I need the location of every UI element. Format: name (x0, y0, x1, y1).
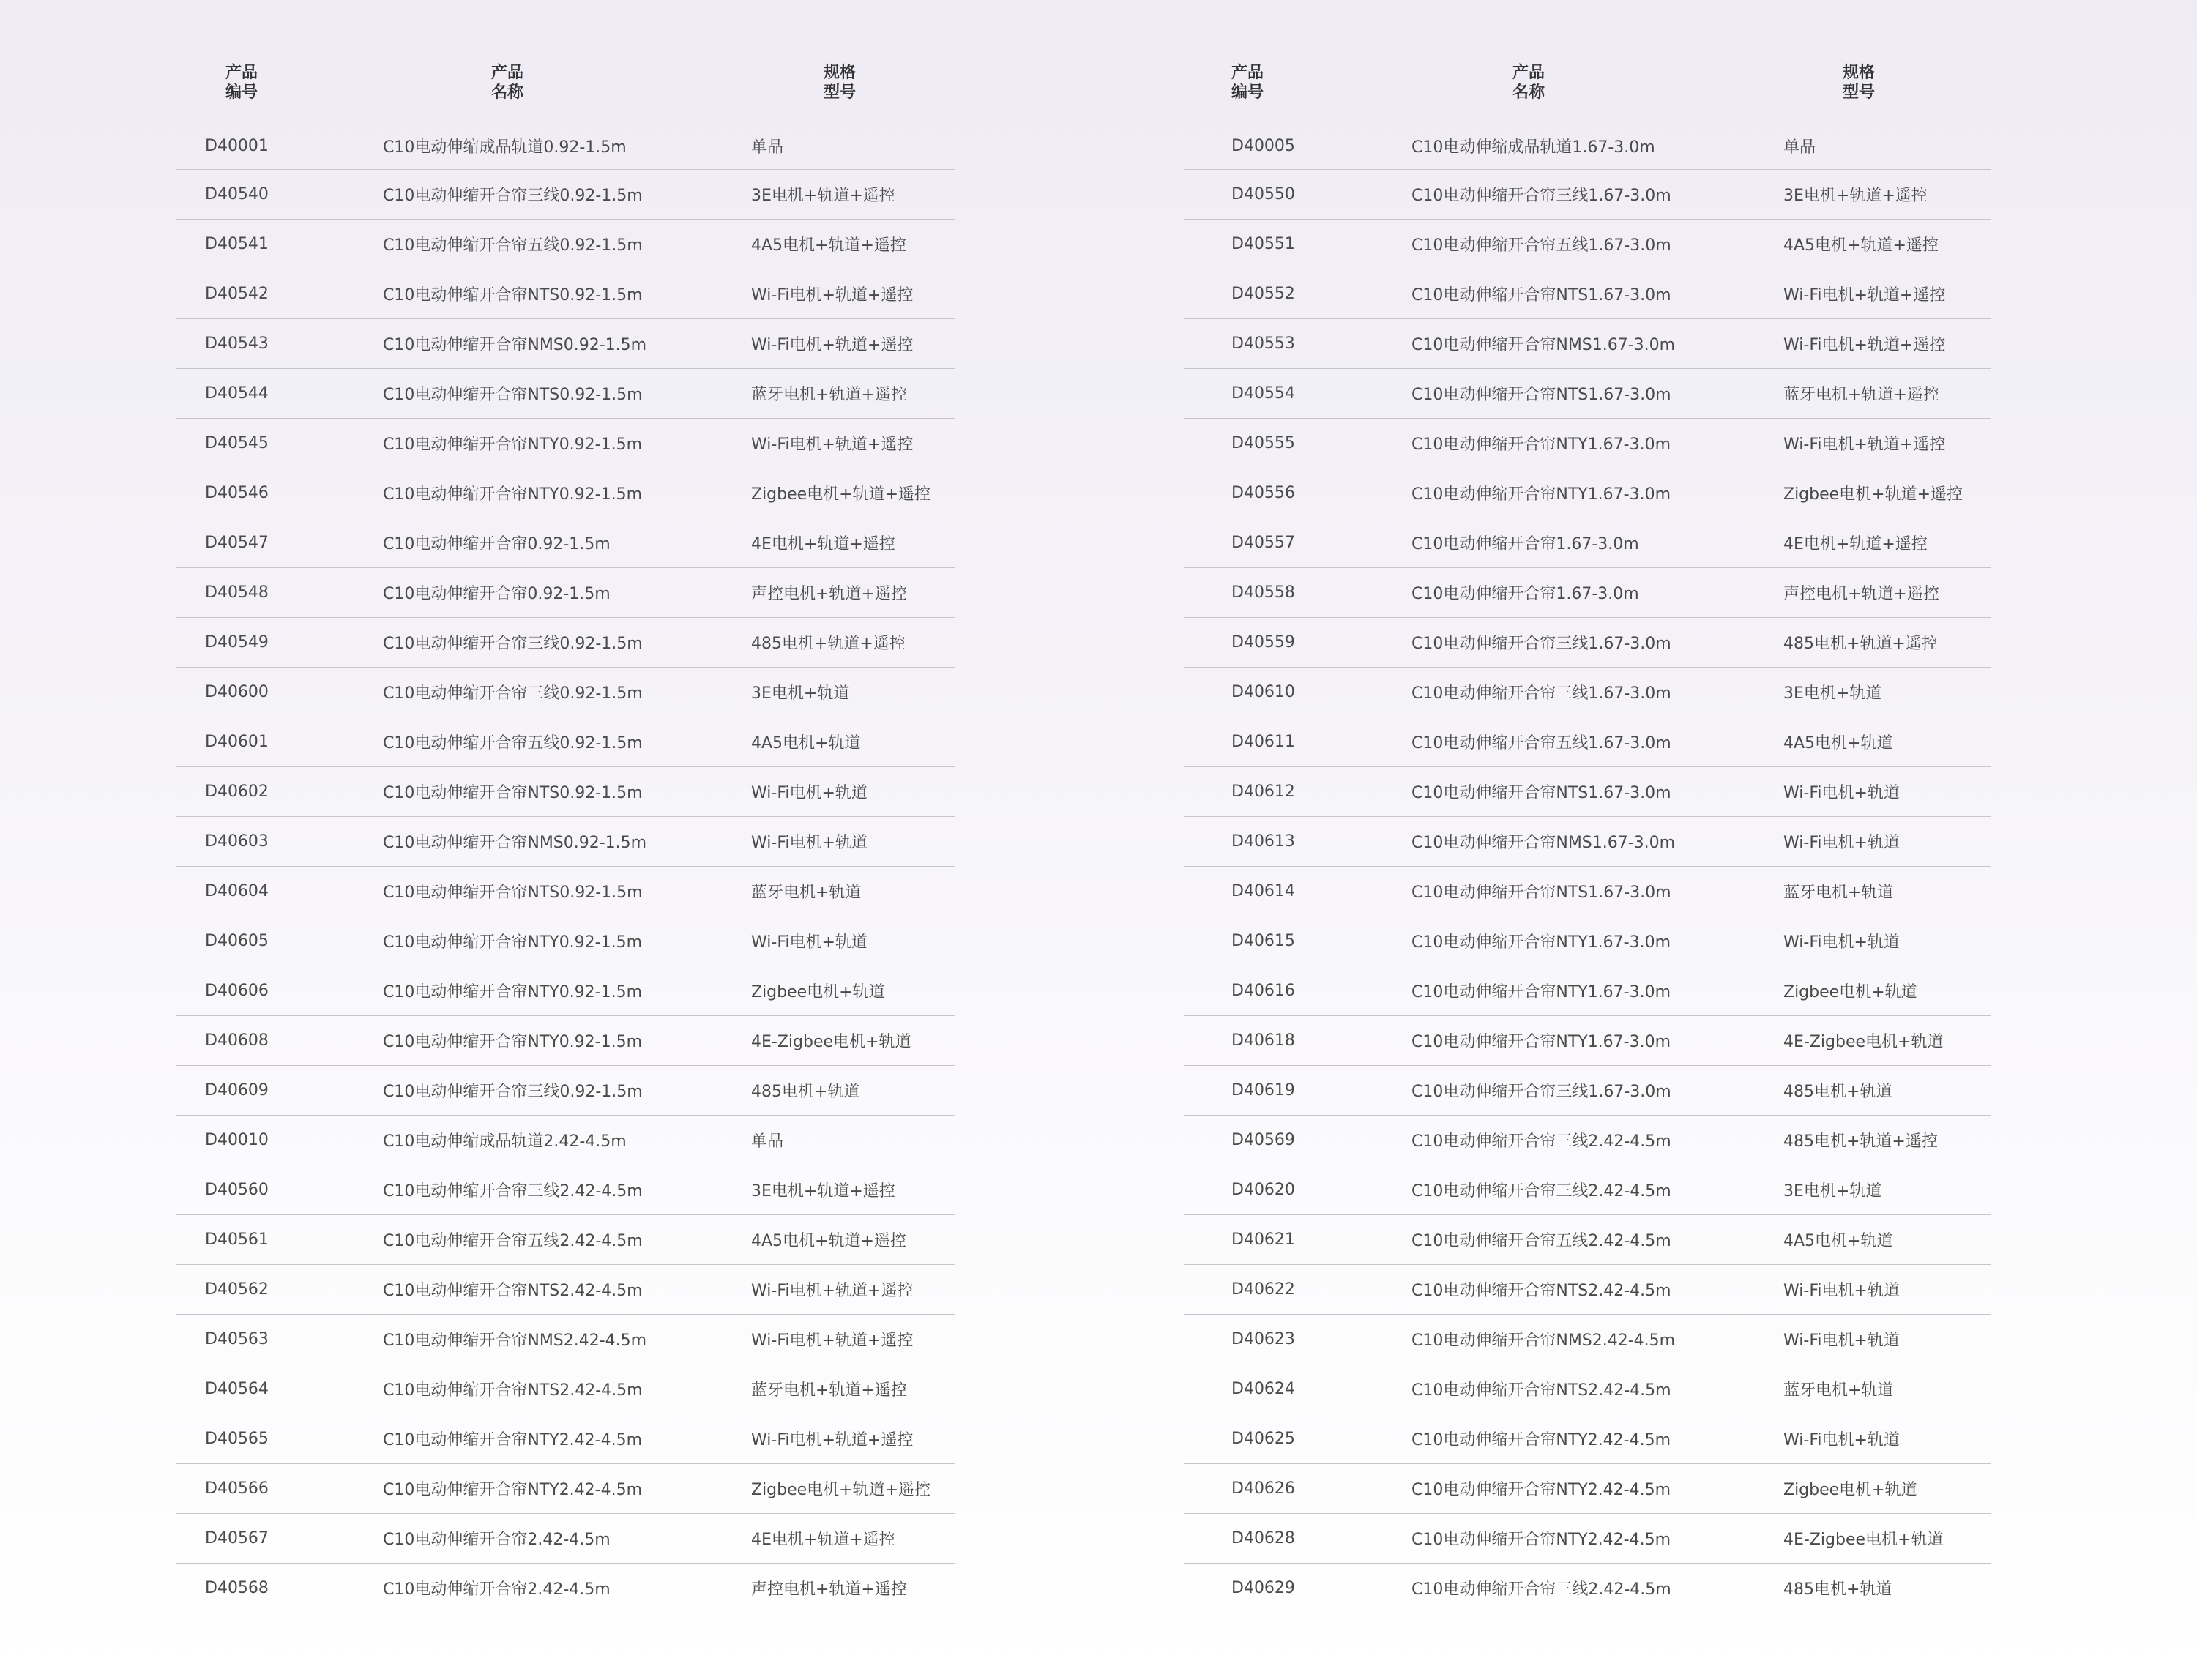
product-code: D40565 (205, 1430, 269, 1448)
product-name: C10电动伸缩开合帘三线2.42-4.5m (1411, 1132, 1671, 1151)
product-name: C10电动伸缩开合帘五线2.42-4.5m (1411, 1232, 1671, 1250)
product-code: D40552 (1231, 285, 1295, 303)
table-row (176, 468, 955, 518)
product-name: C10电动伸缩开合帘0.92-1.5m (383, 535, 611, 553)
product-name: C10电动伸缩开合帘NTS2.42-4.5m (1411, 1282, 1671, 1300)
spec-model: 单品 (751, 1132, 784, 1151)
product-name: C10电动伸缩开合帘NTY2.42-4.5m (383, 1431, 643, 1449)
spec-model: Wi-Fi电机+轨道+遥控 (1783, 436, 1946, 454)
spec-model: Zigbee电机+轨道 (1783, 983, 1917, 1001)
spec-model: 单品 (1783, 138, 1816, 157)
table-body (176, 123, 955, 1613)
product-code: D40603 (205, 832, 269, 851)
table-row (1184, 1165, 1991, 1215)
table-row (1184, 1315, 1991, 1364)
spec-model: 3E电机+轨道+遥控 (751, 1182, 895, 1201)
header-product-code: 产品 编号 (1231, 64, 1264, 102)
product-code: D40566 (205, 1479, 269, 1498)
spec-model: 单品 (751, 138, 784, 157)
spec-model: Wi-Fi电机+轨道+遥控 (1783, 336, 1946, 354)
table-row (1184, 717, 1991, 767)
spec-model: 蓝牙电机+轨道+遥控 (1783, 386, 1939, 404)
spec-model: 3E电机+轨道 (1783, 1182, 1882, 1201)
product-name: C10电动伸缩开合帘三线0.92-1.5m (383, 635, 643, 653)
product-name: C10电动伸缩开合帘NTY1.67-3.0m (1411, 983, 1671, 1001)
spec-model: 4A5电机+轨道+遥控 (751, 236, 906, 255)
table-row (1184, 1215, 1991, 1265)
product-code: D40618 (1231, 1031, 1295, 1050)
table-row (1184, 867, 1991, 916)
table-row (176, 1116, 955, 1165)
spec-model: Wi-Fi电机+轨道 (751, 933, 868, 952)
product-name: C10电动伸缩开合帘三线1.67-3.0m (1411, 187, 1671, 205)
product-code: D40547 (205, 534, 269, 552)
spec-model: 3E电机+轨道 (751, 684, 850, 703)
product-name: C10电动伸缩开合帘NTY1.67-3.0m (1411, 933, 1671, 952)
product-code: D40001 (205, 137, 269, 155)
product-code: D40610 (1231, 683, 1295, 701)
product-name: C10电动伸缩开合帘三线1.67-3.0m (1411, 635, 1671, 653)
product-code: D40569 (1231, 1131, 1295, 1149)
spec-model: 4E-Zigbee电机+轨道 (1783, 1033, 1944, 1051)
product-name: C10电动伸缩开合帘NTY0.92-1.5m (383, 983, 643, 1001)
table-row (1184, 618, 1991, 668)
product-name: C10电动伸缩开合帘NTY0.92-1.5m (383, 436, 643, 454)
product-code: D40557 (1231, 534, 1295, 552)
product-name: C10电动伸缩开合帘三线2.42-4.5m (1411, 1580, 1671, 1599)
header-product-name: 产品 名称 (490, 64, 523, 102)
spec-model: Zigbee电机+轨道 (1783, 1481, 1917, 1499)
product-code: D40612 (1231, 783, 1295, 801)
product-name: C10电动伸缩开合帘三线0.92-1.5m (383, 684, 643, 703)
spec-model: Wi-Fi电机+轨道+遥控 (751, 1282, 914, 1300)
product-code: D40614 (1231, 882, 1295, 900)
product-code: D40615 (1231, 932, 1295, 950)
product-name: C10电动伸缩开合帘三线0.92-1.5m (383, 1083, 643, 1101)
product-code: D40602 (205, 783, 269, 801)
table-row (176, 269, 955, 319)
spec-model: Wi-Fi电机+轨道 (751, 834, 868, 852)
product-name: C10电动伸缩开合帘五线1.67-3.0m (1411, 236, 1671, 255)
product-code: D40559 (1231, 633, 1295, 652)
table-row (1184, 1116, 1991, 1165)
product-name: C10电动伸缩开合帘NTS0.92-1.5m (383, 884, 643, 902)
product-code: D40616 (1231, 982, 1295, 1000)
product-name: C10电动伸缩开合帘NTS2.42-4.5m (1411, 1381, 1671, 1400)
table-row (1184, 1066, 1991, 1116)
product-name: C10电动伸缩开合帘NMS1.67-3.0m (1411, 336, 1676, 354)
spec-model: Wi-Fi电机+轨道 (751, 784, 868, 802)
product-name: C10电动伸缩开合帘NMS2.42-4.5m (1411, 1332, 1676, 1350)
spec-model: 声控电机+轨道+遥控 (1783, 585, 1939, 603)
table-row (1184, 966, 1991, 1016)
table-row (1184, 1265, 1991, 1315)
product-code: D40549 (205, 633, 269, 652)
spec-model: 485电机+轨道 (751, 1083, 860, 1101)
product-code: D40545 (205, 434, 269, 452)
product-code: D40623 (1231, 1330, 1295, 1348)
product-name: C10电动伸缩开合帘三线2.42-4.5m (1411, 1182, 1671, 1201)
product-name: C10电动伸缩开合帘NTY1.67-3.0m (1411, 1033, 1671, 1051)
spec-model: Zigbee电机+轨道+遥控 (751, 1481, 931, 1499)
product-name: C10电动伸缩开合帘NTY0.92-1.5m (383, 485, 643, 504)
spec-model: 4E-Zigbee电机+轨道 (1783, 1531, 1944, 1549)
table-row (1184, 1016, 1991, 1066)
product-code: D40568 (205, 1579, 269, 1597)
table-row (1184, 319, 1991, 369)
spec-model: 4A5电机+轨道+遥控 (751, 1232, 906, 1250)
product-name: C10电动伸缩开合帘NTY2.42-4.5m (383, 1481, 643, 1499)
table-row (176, 1165, 955, 1215)
table-row (176, 123, 955, 170)
spec-model: 4A5电机+轨道 (751, 734, 861, 753)
product-code: D40560 (205, 1181, 269, 1199)
product-name: C10电动伸缩开合帘1.67-3.0m (1411, 535, 1639, 553)
table-row (176, 966, 955, 1016)
product-code: D40551 (1231, 235, 1295, 253)
product-code: D40005 (1231, 137, 1295, 155)
table-row (176, 817, 955, 867)
product-code: D40621 (1231, 1231, 1295, 1249)
product-code: D40619 (1231, 1081, 1295, 1100)
spec-model: Wi-Fi电机+轨道 (1783, 1332, 1900, 1350)
product-code: D40600 (205, 683, 269, 701)
table-row (176, 518, 955, 568)
spec-model: 3E电机+轨道+遥控 (751, 187, 895, 205)
table-row (176, 717, 955, 767)
product-code: D40561 (205, 1231, 269, 1249)
table-row (1184, 419, 1991, 468)
table-row (176, 1265, 955, 1315)
spec-model: 声控电机+轨道+遥控 (751, 585, 907, 603)
table-row (176, 1514, 955, 1564)
header-spec-model: 规格 型号 (823, 64, 856, 102)
table-row (1184, 916, 1991, 966)
table-row (176, 1016, 955, 1066)
product-code: D40554 (1231, 384, 1295, 403)
product-code: D40540 (205, 185, 269, 204)
spec-model: 4A5电机+轨道 (1783, 1232, 1893, 1250)
product-code: D40628 (1231, 1529, 1295, 1548)
product-code: D40550 (1231, 185, 1295, 204)
product-code: D40626 (1231, 1479, 1295, 1498)
product-name: C10电动伸缩开合帘NTS0.92-1.5m (383, 386, 643, 404)
table-row (1184, 369, 1991, 419)
spec-model: 485电机+轨道+遥控 (751, 635, 906, 653)
table-row (1184, 518, 1991, 568)
spec-model: 蓝牙电机+轨道 (1783, 1381, 1894, 1400)
spec-model: 蓝牙电机+轨道 (1783, 884, 1894, 902)
spec-model: Wi-Fi电机+轨道 (1783, 1282, 1900, 1300)
spec-model: 4E-Zigbee电机+轨道 (751, 1033, 911, 1051)
table-row (1184, 767, 1991, 817)
table-row (1184, 1464, 1991, 1514)
product-name: C10电动伸缩开合帘三线2.42-4.5m (383, 1182, 643, 1201)
table-row (1184, 220, 1991, 269)
table-row (176, 568, 955, 618)
spec-model: Wi-Fi电机+轨道 (1783, 1431, 1900, 1449)
table-row (1184, 568, 1991, 618)
table-header (176, 63, 955, 107)
product-name: C10电动伸缩开合帘NTS0.92-1.5m (383, 784, 643, 802)
product-name: C10电动伸缩开合帘NTS1.67-3.0m (1411, 386, 1671, 404)
product-code: D40555 (1231, 434, 1295, 452)
product-code: D40543 (205, 335, 269, 353)
table-row (176, 668, 955, 717)
spec-model: Wi-Fi电机+轨道+遥控 (1783, 286, 1946, 305)
spec-model: Wi-Fi电机+轨道+遥控 (751, 286, 914, 305)
table-row (1184, 468, 1991, 518)
table-row (1184, 170, 1991, 220)
product-code: D40625 (1231, 1430, 1295, 1448)
product-code: D40601 (205, 733, 269, 751)
spec-model: 4A5电机+轨道 (1783, 734, 1893, 753)
product-code: D40541 (205, 235, 269, 253)
product-name: C10电动伸缩开合帘NTS2.42-4.5m (383, 1381, 643, 1400)
product-name: C10电动伸缩开合帘五线2.42-4.5m (383, 1232, 643, 1250)
spec-model: 3E电机+轨道 (1783, 684, 1882, 703)
product-code: D40562 (205, 1280, 269, 1299)
product-code: D40544 (205, 384, 269, 403)
table-row (176, 916, 955, 966)
product-code: D40556 (1231, 484, 1295, 502)
product-code: D40613 (1231, 832, 1295, 851)
product-code: D40624 (1231, 1380, 1295, 1398)
product-code: D40567 (205, 1529, 269, 1548)
product-code: D40010 (205, 1131, 269, 1149)
spec-model: Wi-Fi电机+轨道+遥控 (751, 1431, 914, 1449)
table-row (176, 170, 955, 220)
spec-model: Zigbee电机+轨道+遥控 (1783, 485, 1963, 504)
spec-model: Wi-Fi电机+轨道+遥控 (751, 336, 914, 354)
product-name: C10电动伸缩开合帘NTY2.42-4.5m (1411, 1531, 1671, 1549)
spec-model: 485电机+轨道 (1783, 1580, 1892, 1599)
header-product-code: 产品 编号 (225, 64, 258, 102)
product-name: C10电动伸缩开合帘三线1.67-3.0m (1411, 1083, 1671, 1101)
table-row (1184, 1564, 1991, 1613)
table-row (1184, 1364, 1991, 1414)
spec-model: Wi-Fi电机+轨道 (1783, 784, 1900, 802)
table-row (1184, 123, 1991, 170)
product-name: C10电动伸缩开合帘1.67-3.0m (1411, 585, 1639, 603)
product-code: D40608 (205, 1031, 269, 1050)
spec-model: 4E电机+轨道+遥控 (751, 1531, 895, 1549)
table-row (1184, 269, 1991, 319)
spec-model: Zigbee电机+轨道 (751, 983, 885, 1001)
table-row (176, 220, 955, 269)
product-name: C10电动伸缩开合帘五线0.92-1.5m (383, 734, 643, 753)
spec-model: 蓝牙电机+轨道+遥控 (751, 1381, 907, 1400)
table-row (1184, 817, 1991, 867)
product-name: C10电动伸缩开合帘NTY1.67-3.0m (1411, 436, 1671, 454)
product-code: D40564 (205, 1380, 269, 1398)
table-row (176, 419, 955, 468)
product-code: D40553 (1231, 335, 1295, 353)
spec-model: 485电机+轨道 (1783, 1083, 1892, 1101)
product-name: C10电动伸缩开合帘2.42-4.5m (383, 1531, 611, 1549)
product-code: D40604 (205, 882, 269, 900)
product-code: D40620 (1231, 1181, 1295, 1199)
product-name: C10电动伸缩开合帘三线1.67-3.0m (1411, 684, 1671, 703)
product-name: C10电动伸缩开合帘NTS0.92-1.5m (383, 286, 643, 305)
product-code: D40629 (1231, 1579, 1295, 1597)
spec-model: 4A5电机+轨道+遥控 (1783, 236, 1939, 255)
product-code: D40558 (1231, 583, 1295, 602)
product-name: C10电动伸缩开合帘NMS1.67-3.0m (1411, 834, 1676, 852)
product-name: C10电动伸缩成品轨道1.67-3.0m (1411, 138, 1655, 157)
spec-model: 485电机+轨道+遥控 (1783, 635, 1938, 653)
table-row (176, 1315, 955, 1364)
product-name: C10电动伸缩开合帘NTY1.67-3.0m (1411, 485, 1671, 504)
product-name: C10电动伸缩开合帘NTY0.92-1.5m (383, 933, 643, 952)
table-row (176, 867, 955, 916)
table-row (176, 319, 955, 369)
product-code: D40611 (1231, 733, 1295, 751)
product-name: C10电动伸缩开合帘NTS2.42-4.5m (383, 1282, 643, 1300)
product-code: D40563 (205, 1330, 269, 1348)
header-spec-model: 规格 型号 (1842, 64, 1875, 102)
product-code: D40609 (205, 1081, 269, 1100)
product-code: D40548 (205, 583, 269, 602)
product-name: C10电动伸缩开合帘NTY2.42-4.5m (1411, 1431, 1671, 1449)
spec-model: Wi-Fi电机+轨道+遥控 (751, 436, 914, 454)
product-name: C10电动伸缩开合帘NTS1.67-3.0m (1411, 286, 1671, 305)
table-row (1184, 668, 1991, 717)
product-code: D40546 (205, 484, 269, 502)
spec-model: 4E电机+轨道+遥控 (751, 535, 895, 553)
header-product-name: 产品 名称 (1512, 64, 1545, 102)
table-row (176, 369, 955, 419)
product-name: C10电动伸缩开合帘NMS0.92-1.5m (383, 336, 647, 354)
table-row (176, 1364, 955, 1414)
product-name: C10电动伸缩开合帘NTS1.67-3.0m (1411, 884, 1671, 902)
product-code: D40606 (205, 982, 269, 1000)
spec-model: 3E电机+轨道+遥控 (1783, 187, 1928, 205)
product-name: C10电动伸缩开合帘NMS0.92-1.5m (383, 834, 647, 852)
product-code: D40542 (205, 285, 269, 303)
product-name: C10电动伸缩开合帘NTY0.92-1.5m (383, 1033, 643, 1051)
product-name: C10电动伸缩开合帘NMS2.42-4.5m (383, 1332, 647, 1350)
product-name: C10电动伸缩开合帘NTS1.67-3.0m (1411, 784, 1671, 802)
table-header (1184, 63, 1991, 107)
spec-model: Wi-Fi电机+轨道+遥控 (751, 1332, 914, 1350)
table-row (176, 1464, 955, 1514)
product-name: C10电动伸缩开合帘五线0.92-1.5m (383, 236, 643, 255)
product-name: C10电动伸缩成品轨道2.42-4.5m (383, 1132, 627, 1151)
product-code: D40605 (205, 932, 269, 950)
table-row (176, 1066, 955, 1116)
product-name: C10电动伸缩开合帘三线0.92-1.5m (383, 187, 643, 205)
table-row (176, 1414, 955, 1464)
spec-model: 485电机+轨道+遥控 (1783, 1132, 1938, 1151)
product-name: C10电动伸缩开合帘NTY2.42-4.5m (1411, 1481, 1671, 1499)
product-code: D40622 (1231, 1280, 1295, 1299)
table-row (176, 1215, 955, 1265)
spec-model: 4E电机+轨道+遥控 (1783, 535, 1928, 553)
spec-model: Wi-Fi电机+轨道 (1783, 933, 1900, 952)
table-row (1184, 1414, 1991, 1464)
spec-model: Zigbee电机+轨道+遥控 (751, 485, 931, 504)
product-name: C10电动伸缩成品轨道0.92-1.5m (383, 138, 627, 157)
table-row (1184, 1514, 1991, 1564)
table-row (176, 1564, 955, 1613)
spec-model: 蓝牙电机+轨道 (751, 884, 862, 902)
product-name: C10电动伸缩开合帘五线1.67-3.0m (1411, 734, 1671, 753)
table-row (176, 767, 955, 817)
spec-model: 蓝牙电机+轨道+遥控 (751, 386, 907, 404)
spec-model: 声控电机+轨道+遥控 (751, 1580, 907, 1599)
product-name: C10电动伸缩开合帘0.92-1.5m (383, 585, 611, 603)
table-row (176, 618, 955, 668)
product-name: C10电动伸缩开合帘2.42-4.5m (383, 1580, 611, 1599)
spec-model: Wi-Fi电机+轨道 (1783, 834, 1900, 852)
table-body (1184, 123, 1991, 1613)
